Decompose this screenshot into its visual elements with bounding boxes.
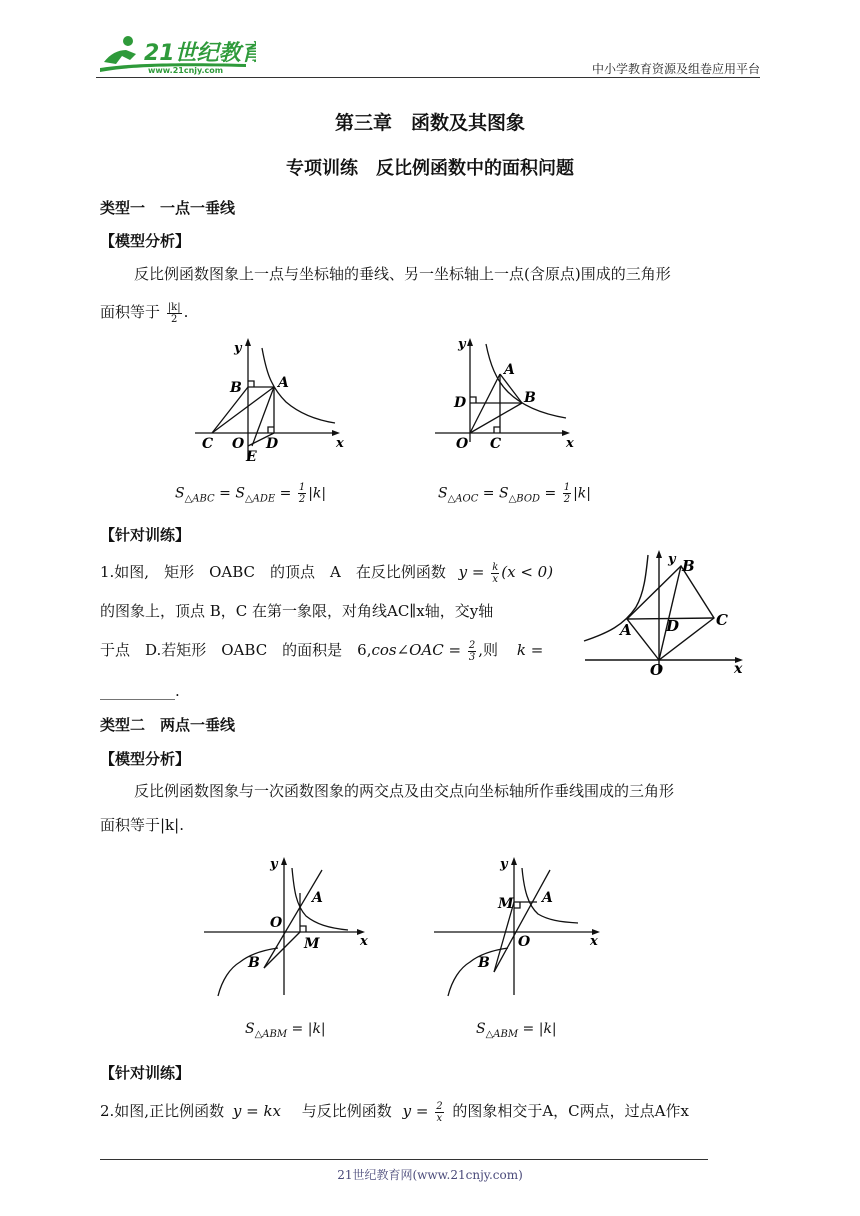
- footer-divider: [100, 1159, 708, 1160]
- figure-type1-a: [190, 330, 360, 465]
- question-1-line2: 的图象上，顶点 B，C 在第一象限，对角线AC∥x轴，交y轴: [100, 602, 494, 620]
- svg-text:O: O: [270, 915, 283, 931]
- figure-type1-b: [430, 330, 590, 465]
- svg-text:y: y: [668, 552, 676, 567]
- svg-text:B: B: [524, 390, 536, 406]
- type2-heading: 类型二 两点一垂线: [100, 716, 236, 734]
- question-1-answer-blank: __________.: [100, 682, 180, 700]
- type1-heading: 类型一 一点一垂线: [100, 199, 236, 217]
- svg-text:A: A: [278, 375, 289, 391]
- svg-text:x: x: [336, 436, 344, 451]
- section-title: 专项训练 反比例函数中的面积问题: [286, 158, 574, 179]
- svg-text:x: x: [360, 934, 368, 949]
- svg-text:E: E: [246, 449, 257, 465]
- svg-text:D: D: [666, 617, 680, 635]
- logo-runner-icon: [96, 34, 256, 76]
- header-divider: [96, 77, 760, 78]
- type1-model-text-1: 反比例函数图象上一点与坐标轴的垂线、另一坐标轴上一点(含原点)围成的三角形: [134, 265, 671, 283]
- svg-text:O: O: [650, 661, 664, 679]
- type1-fig2-caption: $S_{\triangle AOC} = S_{\triangle BOD}$ = $\frac{1}{2}$ |k|: [438, 482, 591, 505]
- chapter-title: 第三章 函数及其图象: [334, 112, 525, 134]
- svg-text:D: D: [454, 395, 467, 411]
- svg-text:A: A: [542, 890, 553, 906]
- question-1-line1: 1.如图, 矩形 OABC 的顶点 A 在反比例函数 y = $\frac{k}{x}$ (x < 0): [100, 561, 554, 585]
- type2-model-text-2: 面积等于|k|.: [100, 816, 184, 834]
- svg-text:B: B: [248, 955, 260, 971]
- svg-text:x: x: [566, 436, 574, 451]
- svg-text:C: C: [716, 611, 728, 629]
- type2-practice-label: 【针对训练】: [100, 1064, 191, 1082]
- svg-text:x: x: [734, 661, 743, 677]
- type1-practice-label: 【针对训练】: [100, 526, 191, 544]
- svg-text:y: y: [500, 857, 508, 872]
- svg-text:C: C: [202, 436, 214, 452]
- svg-text:A: A: [620, 621, 632, 639]
- svg-text:M: M: [304, 936, 320, 952]
- type1-model-text-2: 面积等于 $\frac{|k|}{2}$ .: [100, 301, 189, 325]
- footer-text: 21世纪教育网(www.21cnjy.com): [337, 1168, 523, 1182]
- svg-text:O: O: [518, 934, 531, 950]
- type1-fig1-caption: $S_{\triangle ABC} = S_{\triangle ADE}$ = $\frac{1}{2}$ |k|: [175, 482, 327, 505]
- svg-text:21世纪教育: 21世纪教育: [144, 41, 256, 66]
- svg-text:B: B: [230, 380, 242, 396]
- svg-text:A: A: [504, 362, 515, 378]
- figure-question-1: [580, 545, 750, 680]
- svg-text:O: O: [232, 436, 245, 452]
- question-2-line1: 2.如图,正比例函数 y = kx 与反比例函数 y = $\frac{2}{x}$ 的图象相交于A，C两点，过点A作x: [100, 1100, 689, 1124]
- type2-fig1-caption: $S_{\triangle ABM} = |k|$: [245, 1021, 326, 1040]
- svg-text:M: M: [498, 896, 514, 912]
- svg-text:y: y: [458, 337, 466, 352]
- figure-type2-a: [200, 850, 375, 1000]
- type2-model-label: 【模型分析】: [100, 750, 191, 768]
- type2-model-text-1: 反比例函数图象与一次函数图象的两交点及由交点向坐标轴所作垂线围成的三角形: [134, 782, 675, 800]
- type2-fig2-caption: $S_{\triangle ABM} = |k|$: [476, 1021, 557, 1040]
- figure-type2-b: [430, 850, 605, 1000]
- svg-text:y: y: [234, 341, 242, 356]
- hyperbola: [262, 348, 335, 423]
- site-logo: [96, 34, 256, 80]
- question-1-line3: 于点 D.若矩形 OABC 的面积是 6,cos∠OAC = $\frac{2}{3}$ ,则 k =: [100, 639, 544, 663]
- svg-text:C: C: [490, 436, 502, 452]
- svg-text:x: x: [590, 934, 598, 949]
- type1-model-label: 【模型分析】: [100, 232, 191, 250]
- svg-text:A: A: [312, 890, 323, 906]
- svg-text:O: O: [456, 436, 469, 452]
- svg-text:y: y: [270, 857, 278, 872]
- svg-text:D: D: [266, 436, 279, 452]
- fraction-k-over-2: $\frac{|k|}{2}$: [167, 301, 181, 325]
- header-platform-text: 中小学教育资源及组卷应用平台: [591, 62, 760, 76]
- svg-text:www.21cnjy.com: www.21cnjy.com: [148, 66, 224, 75]
- svg-text:B: B: [478, 955, 490, 971]
- svg-text:B: B: [682, 557, 695, 575]
